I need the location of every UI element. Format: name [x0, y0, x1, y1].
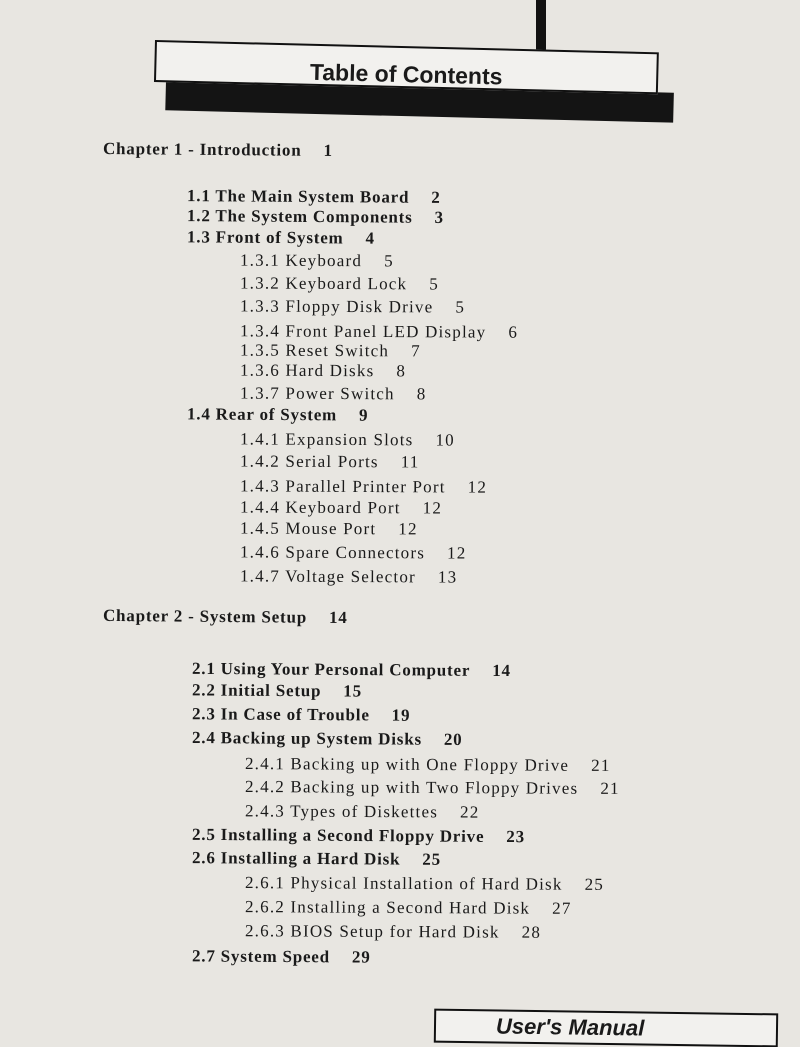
entry-page-number: 13 — [437, 567, 458, 587]
section-entry — [192, 659, 511, 681]
subsection-entry — [245, 921, 541, 943]
entry-page-number: 20 — [443, 729, 463, 749]
entry-label: 1.2 The System Components — [186, 206, 413, 227]
section-entry — [192, 825, 525, 847]
subsection-entry — [245, 777, 620, 799]
chapter-heading — [103, 139, 333, 161]
subsection-entry — [240, 542, 467, 563]
entry-label: 1.3.1 Keyboard — [239, 250, 363, 271]
entry-page-number: 19 — [391, 705, 411, 725]
entry-page-number: 14 — [492, 660, 511, 681]
subsection-entry — [240, 519, 418, 540]
entry-label: 2.1 Using Your Personal Computer — [191, 658, 471, 680]
entry-label: 2.4.3 Types of Diskettes — [244, 801, 439, 822]
entry-page-number: 8 — [396, 361, 407, 381]
chapter-heading — [103, 606, 348, 628]
entry-label: 2.2 Initial Setup — [191, 680, 322, 701]
entry-label: 1.3.2 Keyboard Lock — [239, 273, 408, 294]
entry-label: 2.6 Installing a Hard Disk — [191, 848, 401, 869]
section-entry — [192, 680, 362, 701]
subsection-entry — [240, 476, 487, 497]
subsection-entry — [240, 566, 457, 587]
subsection-entry — [240, 341, 421, 362]
entry-page-number: 12 — [467, 477, 488, 497]
section-entry — [187, 404, 369, 425]
entry-page-number: 27 — [552, 898, 572, 918]
section-entry — [192, 704, 410, 726]
entry-label: 2.4.1 Backing up with One Floppy Drive — [244, 754, 570, 775]
entry-page-number: 15 — [343, 681, 363, 701]
subsection-entry — [240, 429, 455, 450]
entry-label: 1.4.3 Parallel Printer Port — [239, 476, 446, 497]
entry-page-number: 11 — [400, 452, 420, 472]
subsection-entry — [245, 873, 604, 895]
entry-page-number: 5 — [455, 297, 466, 317]
entry-label: 1.3.5 Reset Switch — [239, 340, 390, 361]
entry-page-number: 8 — [416, 384, 427, 404]
subsection-entry — [245, 897, 572, 919]
entry-label: 2.6.2 Installing a Second Hard Disk — [244, 897, 531, 918]
entry-label: 1.4.4 Keyboard Port — [239, 497, 401, 518]
entry-page-number: 4 — [365, 228, 375, 248]
entry-page-number: 7 — [411, 341, 421, 361]
entry-page-number: 1 — [323, 140, 333, 161]
section-entry — [192, 848, 441, 870]
subsection-entry — [240, 452, 420, 473]
entry-label: 2.3 In Case of Trouble — [191, 704, 370, 725]
subsection-entry — [240, 273, 439, 294]
entry-page-number: 6 — [508, 322, 519, 342]
entry-label: Chapter 1 - Introduction — [102, 138, 302, 160]
entry-page-number: 10 — [435, 430, 455, 450]
entry-label: 1.3.3 Floppy Disk Drive — [239, 296, 434, 317]
entry-page-number: 25 — [422, 849, 442, 869]
subsection-entry — [240, 296, 465, 317]
subsection-entry — [240, 497, 442, 518]
section-entry — [192, 728, 463, 750]
entry-page-number: 21 — [591, 755, 611, 775]
entry-label: 1.4.1 Expansion Slots — [239, 429, 414, 450]
subsection-entry — [245, 801, 480, 822]
entry-label: 1.4.7 Voltage Selector — [239, 566, 416, 587]
entry-label: 1.1 The Main System Board — [186, 186, 410, 207]
footer-title: User's Manual — [495, 1013, 645, 1041]
entry-page-number: 5 — [429, 274, 440, 294]
entry-page-number: 23 — [506, 827, 526, 847]
entry-page-number: 5 — [384, 251, 394, 271]
entry-page-number: 25 — [584, 874, 605, 894]
entry-label: 1.3.6 Hard Disks — [239, 360, 375, 381]
entry-page-number: 9 — [358, 405, 369, 425]
section-entry — [192, 946, 371, 967]
page-title: Table of Contents — [309, 58, 503, 89]
subsection-entry — [240, 384, 427, 405]
entry-label: 2.5 Installing a Second Floppy Drive — [191, 824, 485, 846]
section-entry — [187, 206, 444, 228]
entry-label: 1.4.6 Spare Connectors — [239, 542, 426, 563]
entry-page-number: 21 — [600, 778, 620, 798]
entry-label: 2.6.1 Physical Installation of Hard Disk — [244, 873, 563, 894]
subsection-entry — [240, 321, 518, 342]
entry-label: 2.6.3 BIOS Setup for Hard Disk — [244, 921, 500, 942]
entry-page-number: 14 — [328, 607, 348, 628]
entry-page-number: 22 — [459, 802, 480, 822]
entry-page-number: 2 — [431, 187, 441, 207]
entry-label: 1.3 Front of System — [186, 227, 344, 248]
entry-label: 2.4 Backing up System Disks — [191, 728, 422, 749]
entry-label: 1.4 Rear of System — [186, 404, 338, 425]
section-entry — [187, 186, 441, 208]
subsection-entry — [240, 361, 406, 382]
section-entry — [187, 227, 375, 248]
entry-label: 1.4.2 Serial Ports — [239, 451, 379, 472]
subsection-entry — [240, 251, 394, 272]
entry-page-number: 29 — [351, 947, 371, 967]
entry-label: 1.4.5 Mouse Port — [239, 518, 377, 539]
entry-page-number: 12 — [422, 498, 443, 518]
entry-page-number: 12 — [446, 543, 467, 563]
entry-label: 1.3.7 Power Switch — [239, 383, 395, 404]
entry-label: 2.4.2 Backing up with Two Floppy Drives — [244, 777, 579, 798]
entry-label: Chapter 2 - System Setup — [102, 605, 308, 627]
entry-page-number: 3 — [434, 207, 444, 227]
entry-label: 1.3.4 Front Panel LED Display — [239, 321, 487, 342]
entry-page-number: 12 — [398, 519, 418, 539]
subsection-entry — [245, 754, 611, 776]
entry-label: 2.7 System Speed — [191, 946, 331, 967]
entry-page-number: 28 — [521, 922, 542, 942]
